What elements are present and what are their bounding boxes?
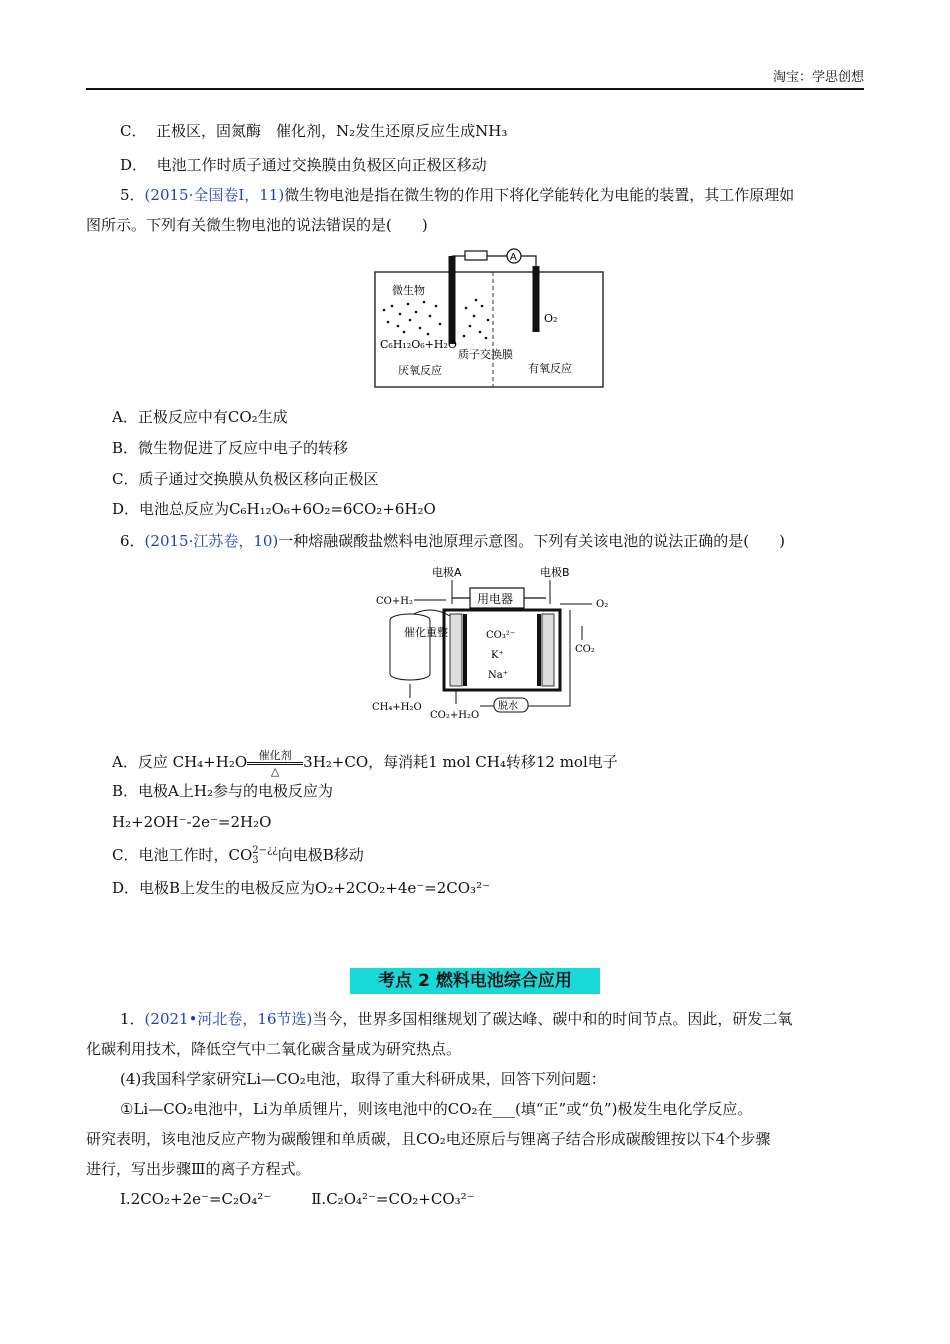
q5-source: (2015·全国卷Ⅰ，11) <box>144 186 285 204</box>
q6-option-a: A．反应 CH₄+H₂O 催化剂 △ 3H₂+CO，每消耗1 mol CH₄转移12 mol电子 <box>112 748 618 778</box>
q5-stem-line2: 图所示。下列有关微生物电池的说法错误的是( ) <box>86 216 428 234</box>
step-1: Ⅰ.2CO₂+2e⁻=C₂O₄²⁻ <box>120 1190 272 1208</box>
electrode-a-label: 电极A <box>432 566 462 579</box>
p1-steps <box>120 1188 898 1210</box>
q5-option-a: A．正极反应中有CO₂生成 <box>112 408 288 426</box>
microbe-label: 微生物 <box>392 284 425 297</box>
membrane-label: 质子交换膜 <box>458 348 513 361</box>
p1-line5: 研究表明，该电池反应产物为碳酸锂和单质碳，且CO₂电还原后与锂离子结合形成碳酸锂按以下4个步骤 <box>86 1130 771 1148</box>
section-title: 考点 2 燃料电池综合应用 <box>350 968 600 994</box>
microbe-dots <box>383 299 490 340</box>
dehydrate-label: 脱水 <box>498 701 518 712</box>
p1-source: (2021•河北卷，16节选) <box>144 1010 313 1028</box>
step-2: Ⅱ.C₂O₄²⁻=CO₂+CO₃²⁻ <box>311 1190 475 1208</box>
ch4-label: CH₄+H₂O <box>372 702 422 713</box>
q6-option-d: D．电极B上发生的电极反应为O₂+2CO₂+4e⁻=2CO₃²⁻ <box>112 879 491 897</box>
p1-line3: (4)我国科学家研究Li—CO₂电池，取得了重大科研成果，回答下列问题： <box>120 1070 606 1088</box>
aerobic-label: 有氧反应 <box>528 362 572 375</box>
device-label: 用电器 <box>477 592 514 606</box>
reformer-label: 催化重整 <box>404 626 448 639</box>
p1-line6: 进行，写出步骤Ⅲ的离子方程式。 <box>86 1160 311 1178</box>
ammeter-label: A <box>510 252 517 263</box>
out-label: CO₂+H₂O <box>430 710 480 721</box>
carbonate-fuel-cell-figure <box>370 564 620 728</box>
ion-co3: CO₃²⁻ <box>486 630 516 641</box>
q6-option-c: C．电池工作时，CO 2−¿¿ 3 向电极B移动 <box>112 845 364 866</box>
option-c-prev: C． 正极区，固氮酶 催化剂，N₂发生还原反应生成NH₃ <box>120 122 508 140</box>
q5-option-b: B．微生物促进了反应中电子的转移 <box>112 439 349 457</box>
microbial-cell-figure <box>370 244 610 390</box>
header-rule <box>86 88 864 90</box>
electrode-b-label: 电极B <box>540 566 570 579</box>
q6-stem: 6．(2015·江苏卷，10)一种熔融碳酸盐燃料电池原理示意图。下列有关该电池的说法正确的是( ) <box>120 532 785 550</box>
page-header: 淘宝：学思创想 <box>772 70 864 85</box>
q6-option-b: B．电极A上H₂参与的电极反应为 <box>112 782 333 800</box>
glucose-label: C₆H₁₂O₆+H₂O <box>380 338 457 351</box>
q5-option-c: C．质子通过交换膜从负极区移向正极区 <box>112 470 379 488</box>
o2-label: O₂ <box>596 599 609 610</box>
p1-line2: 化碳利用技术，降低空气中二氧化碳含量成为研究热点。 <box>86 1040 462 1058</box>
feed-label: CO+H₂ <box>376 596 413 607</box>
q6-source: (2015·江苏卷，10) <box>144 532 279 550</box>
ion-na: Na⁺ <box>488 670 508 681</box>
q5-option-d: D．电池总反应为C₆H₁₂O₆+6O₂=6CO₂+6H₂O <box>112 500 436 518</box>
o2-label: O₂ <box>544 312 558 325</box>
option-d-prev: D． 电池工作时质子通过交换膜由负极区向正极区移动 <box>120 156 487 174</box>
ion-k: K⁺ <box>491 650 504 661</box>
anaerobic-label: 厌氧反应 <box>398 364 442 377</box>
q5-stem-line1: 5．(2015·全国卷Ⅰ，11)微生物电池是指在微生物的作用下将化学能转化为电能的装置，其工作原理如 <box>120 186 795 204</box>
p1-line4: ①Li—CO₂电池中，Li为单质锂片，则该电池中的CO₂在___(填“正”或“负”)极发生电化学反应。 <box>120 1100 753 1118</box>
q6-option-b-equation: H₂+2OH⁻-2e⁻=2H₂O <box>112 813 272 831</box>
co2-in-label: CO₂ <box>575 644 595 655</box>
p1-line1: 1．(2021•河北卷，16节选)当今，世界多国相继规划了碳达峰、碳中和的时间节点。因此，研发二氧 <box>120 1010 793 1028</box>
